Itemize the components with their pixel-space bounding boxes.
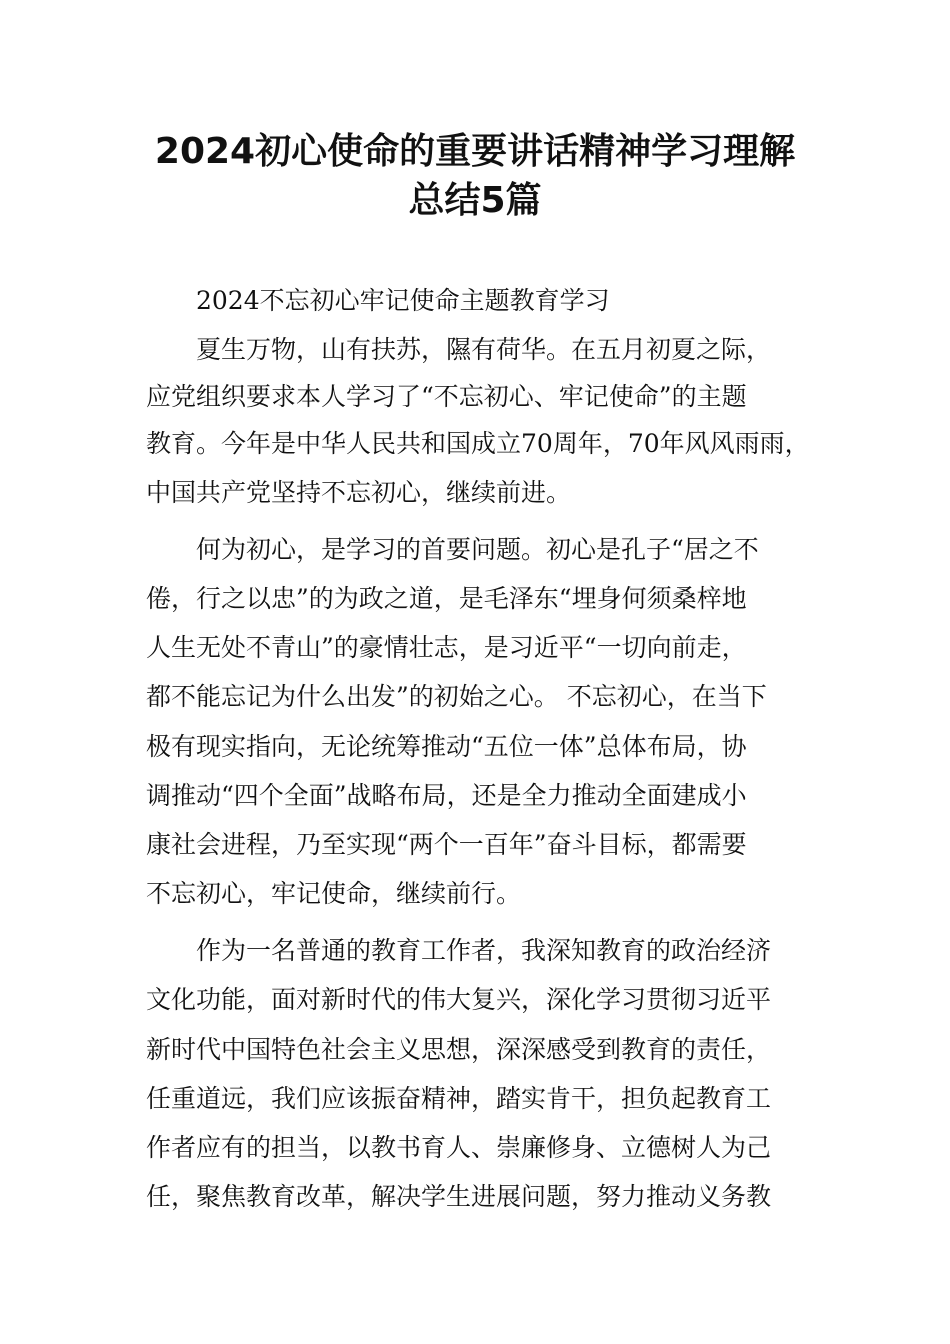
paragraph-line: 作为一名普通的教育工作者，我深知教育的政治经济 <box>196 936 772 965</box>
paragraph-line: 调推动“四个全面”战略布局，还是全力推动全面建成小 <box>146 781 747 810</box>
paragraph-line: 任重道远，我们应该振奋精神，踏实肯干，担负起教育工 <box>146 1084 772 1113</box>
paragraph-line: 极有现实指向，无论统筹推动“五位一体”总体布局，协 <box>146 732 747 761</box>
document-title-line-1: 2024初心使命的重要讲话精神学习理解 <box>154 131 796 172</box>
paragraph-line: 倦，行之以忠”的为政之道，是毛泽东“埋身何须桑梓地 <box>146 584 747 613</box>
paragraph-line: 何为初心，是学习的首要问题。初心是孔子“居之不 <box>196 535 759 564</box>
paragraph-line: 任，聚焦教育改革，解决学生进展问题，努力推动义务教 <box>146 1182 772 1211</box>
paragraph-line: 作者应有的担当，以教书育人、崇廉修身、立德树人为己 <box>146 1133 772 1162</box>
paragraph-line: 人生无处不青山”的豪情壮志，是习近平“一切向前走， <box>146 633 747 662</box>
paragraph-line: 康社会进程，乃至实现“两个一百年”奋斗目标，都需要 <box>146 830 747 859</box>
paragraph-line: 应党组织要求本人学习了“不忘初心、牢记使命”的主题 <box>146 382 747 411</box>
document-subtitle: 2024不忘初心牢记使命主题教育学习 <box>196 286 610 315</box>
paragraph-line: 文化功能，面对新时代的伟大复兴，深化学习贯彻习近平 <box>146 985 772 1014</box>
paragraph-line: 不忘初心，牢记使命，继续前行。 <box>146 879 522 908</box>
paragraph-line: 教育。今年是中华人民共和国成立70周年，70年风风雨雨， <box>146 429 810 458</box>
paragraph-line: 夏生万物，山有扶苏，隰有荷华。在五月初夏之际， <box>196 335 772 364</box>
paragraph-line: 都不能忘记为什么出发”的初始之心。 不忘初心，在当下 <box>146 682 767 711</box>
paragraph-line: 新时代中国特色社会主义思想，深深感受到教育的责任， <box>146 1035 772 1064</box>
document-title-line-2: 总结5篇 <box>408 180 542 221</box>
paragraph-line: 中国共产党坚持不忘初心，继续前进。 <box>146 478 572 507</box>
